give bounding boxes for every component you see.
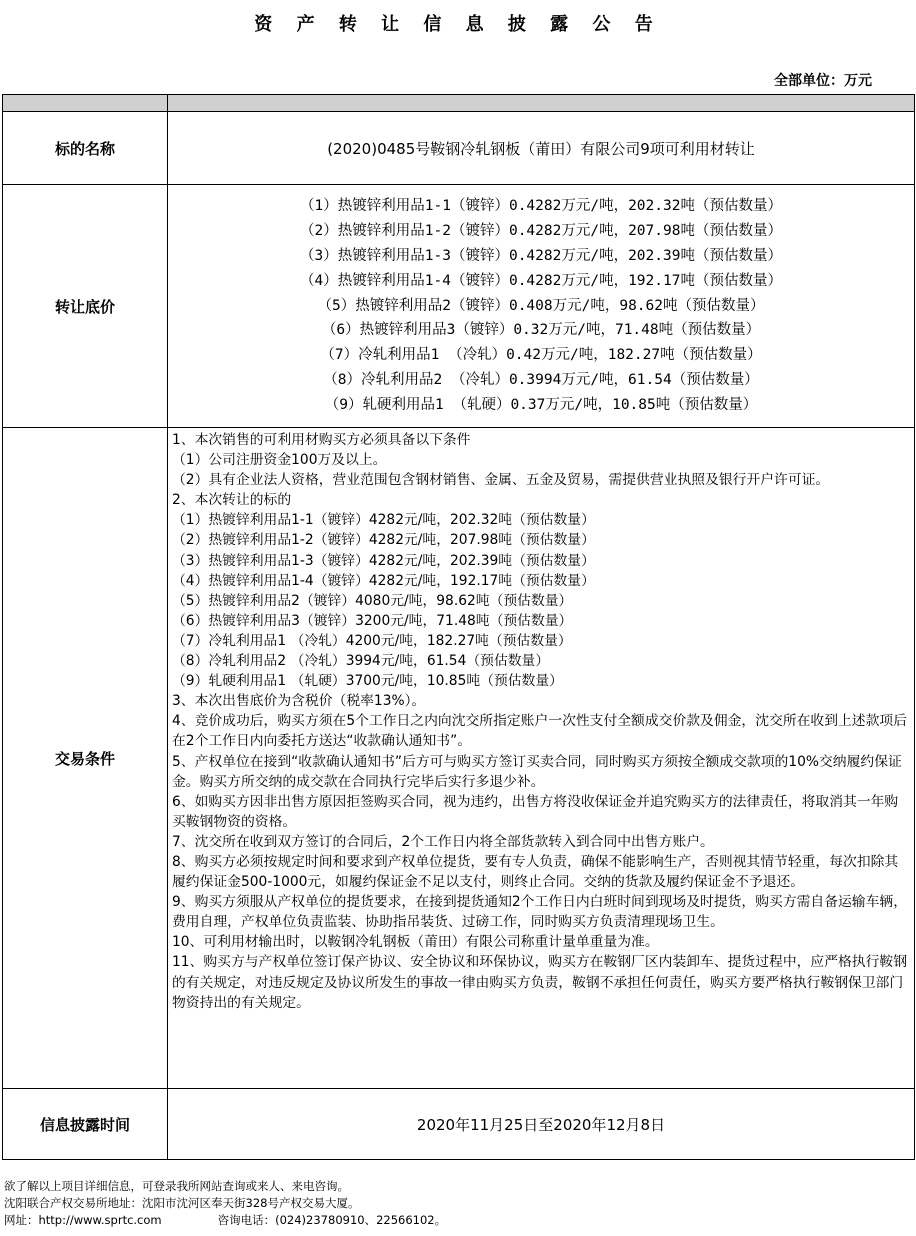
price-item-2: （2）热镀锌利用品1-2（镀锌）0.4282万元/吨，207.98吨（预估数量） [300,223,782,240]
footer-contact [4,1212,446,1229]
name-label: 标的名称 [3,112,168,185]
price-item-3: （3）热镀锌利用品1-3（镀锌）0.4282万元/吨，202.39吨（预估数量） [300,248,782,264]
name-row [3,112,915,185]
price-list [168,185,915,428]
terms-line: 10、可利用材输出时，以鞍钢冷轧钢板（莆田）有限公司称重计量单重量为准。 [172,934,659,951]
price-label: 转让底价 [3,185,168,428]
terms-line: （5）热镀锌利用品2（镀锌）4080元/吨，98.62吨（预估数量） [172,592,573,609]
announcement-table [2,94,915,1160]
terms-line: （8）冷轧利用品2 （冷轧）3994元/吨，61.54（预估数量） [172,653,550,670]
header-cell-left [3,95,168,112]
price-item-9: （9）轧硬利用品1 （轧硬）0.37万元/吨，10.85吨（预估数量） [324,396,758,413]
terms-line: （7）冷轧利用品1 （冷轧）4200元/吨，182.27吨（预估数量） [172,632,572,649]
terms-line: （1）热镀锌利用品1-1（镀锌）4282元/吨，202.32吨（预估数量） [172,512,595,529]
terms-label: 交易条件 [3,428,168,1089]
price-item-4: （4）热镀锌利用品1-4（镀锌）0.4282万元/吨，192.17吨（预估数量） [300,272,782,289]
terms-line: （3）热镀锌利用品1-3（镀锌）4282元/吨，202.39吨（预估数量） [172,552,595,569]
price-item-8: （8）冷轧利用品2 （冷轧）0.3994万元/吨，61.54（预估数量） [323,371,759,388]
terms-line: 7、沈交所在收到双方签订的合同后，2个工作日内将全部货款转入到合同中出售方账户。 [172,833,714,850]
terms-line: （2）热镀锌利用品1-2（镀锌）4282元/吨，207.98吨（预估数量） [172,532,595,549]
price-item-5: （5）热镀锌利用品2（镀锌）0.408万元/吨，98.62吨（预估数量） [317,297,765,314]
unit-label: 全部单位：万元 [774,73,872,89]
footer-phone: 咨询电话：(024)23780910、22566102。 [217,1213,447,1227]
terms-line: 1、本次销售的可利用材购买方必须具备以下条件 [172,432,471,448]
price-item-7: （7）冷轧利用品1 （冷轧）0.42万元/吨，182.27吨（预估数量） [320,347,762,364]
terms-line: 11、购买方与产权单位签订保产协议、安全协议和环保协议，购买方在鞍钢厂区内装卸车、提货过程中，应严格执行鞍钢的有关规定，对违反规定及协议所发生的事故一律由购买方负责，鞍钢不承担任何责任，购买方要严格执行鞍钢保卫部门物资持出的有关规定。 [172,954,907,1011]
terms-line: （4）热镀锌利用品1-4（镀锌）4282元/吨，192.17吨（预估数量） [172,572,595,589]
disclosure-row [3,1089,915,1160]
terms-line: （9）轧硬利用品1 （轧硬）3700元/吨，10.85吨（预估数量） [172,673,563,690]
price-row [3,185,915,428]
terms-line: （1）公司注册资金100万及以上。 [172,452,387,469]
header-cell-right [168,95,915,112]
disclosure-label: 信息披露时间 [3,1089,168,1160]
footer-address: 沈阳联合产权交易所地址：沈阳市沈河区奉天街328号产权交易大厦。 [4,1196,360,1210]
terms-line: 8、购买方必须按规定时间和要求到产权单位提货，要有专人负责，确保不能影响生产，否则视其情节轻重，每次扣除其履约保证金500-1000元，如履约保证金不足以支付，则终止合同。交纳的货款及履约保证金不予退还。 [172,853,899,891]
terms-line: （6）热镀锌利用品3（镀锌）3200元/吨，71.48吨（预估数量） [172,612,573,629]
terms-row [3,428,915,1089]
terms-line: （2）具有企业法人资格，营业范围包含钢材销售、金属、五金及贸易，需提供营业执照及银行开户许可证。 [172,472,830,489]
name-value: (2020)0485号鞍钢冷轧钢板（莆田）有限公司9项可利用材转让 [168,112,915,185]
header-row [3,95,915,112]
footer-info: 欲了解以上项目详细信息，可登录我所网站查询或来人、来电咨询。 [4,1179,349,1193]
terms-body [168,428,915,1089]
page-title: 资 产 转 让 信 息 披 露 公 告 [254,14,662,35]
footer [4,1178,446,1229]
terms-line: 2、本次转让的标的 [172,492,292,509]
disclosure-value: 2020年11月25日至2020年12月8日 [168,1089,915,1160]
footer-website: 网址：http://www.sprtc.com [4,1213,162,1227]
terms-line: 6、如购买方因非出售方原因拒签购买合同，视为违约，出售方将没收保证金并追究购买方的法律责任，将取消其一年购买鞍钢物资的资格。 [172,793,899,830]
terms-line: 9、购买方须服从产权单位的提货要求，在接到提货通知2个工作日内白班时间到现场及时提货，购买方需自备运输车辆，费用自理，产权单位负责监装、协助指吊装货、过磅工作，同时购买方负责清理现场卫生。 [172,894,907,931]
price-item-6: （6）热镀锌利用品3（镀锌）0.32万元/吨，71.48吨（预估数量） [321,322,761,339]
terms-line: 4、竞价成功后，购买方须在5个工作日之内向沈交所指定账户一次性支付全额成交价款及佣金，沈交所在收到上述款项后在2个工作日内向委托方送达“收款确认通知书”。 [172,713,907,750]
price-item-1: （1）热镀锌利用品1-1（镀锌）0.4282万元/吨，202.32吨（预估数量） [300,198,782,215]
terms-line: 3、本次出售底价为含税价（税率13%）。 [172,693,426,710]
terms-line: 5、产权单位在接到“收款确认通知书”后方可与购买方签订买卖合同，同时购买方须按全额成交款项的10%交纳履约保证金。购买方所交纳的成交款在合同执行完毕后实行多退少补。 [172,753,902,790]
